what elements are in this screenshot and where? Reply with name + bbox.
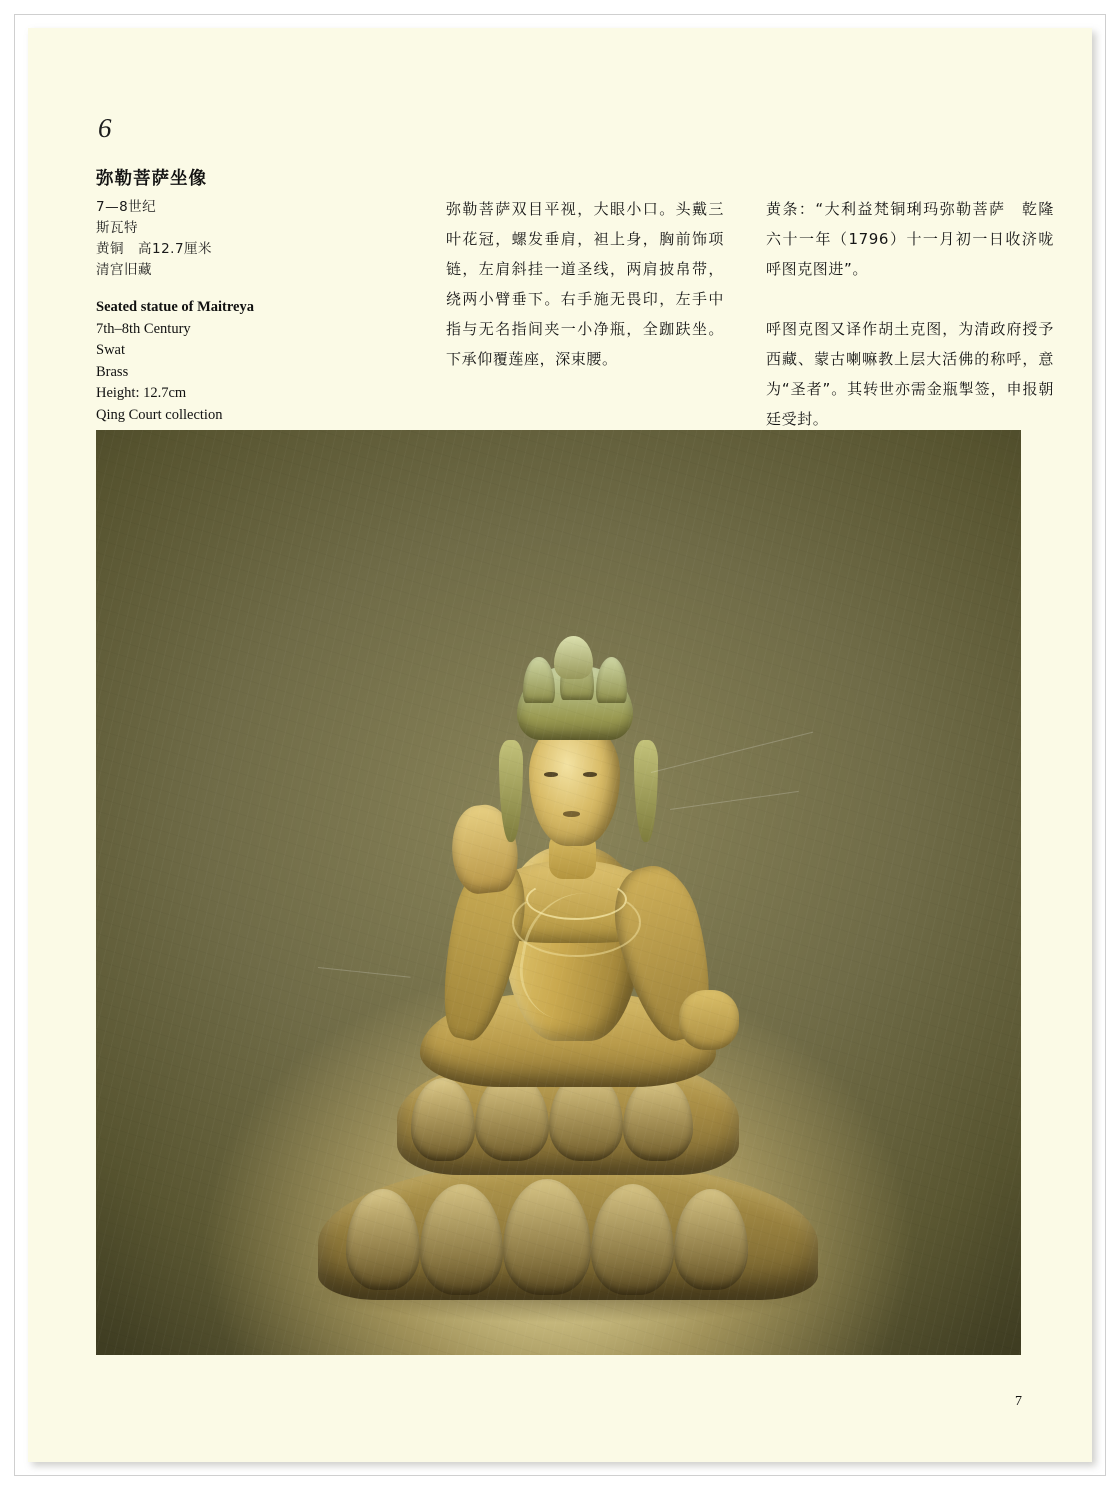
body-paragraph-description: 弥勒菩萨双目平视，大眼小口。头戴三叶花冠，螺发垂肩，袒上身，胸前饰项链，左肩斜挂一道圣线，两肩披帛带，绕两小臂垂下。右手施无畏印，左手中指与无名指间夹一小净瓶，全跏趺坐。下承仰覆莲座，深束腰。	[446, 200, 724, 368]
caption-cn-collection: 清宫旧藏	[96, 262, 152, 278]
body-paragraph-inscription: 黄条：“大利益梵铜琍玛弥勒菩萨 乾隆六十一年（1796）十一月初一日收济咙呼图克图进”。	[766, 200, 1054, 278]
caption-meta-cn	[96, 197, 356, 281]
body-paragraph-note: 呼图克图又译作胡土克图，为清政府授予西藏、蒙古喇嘛教上层大活佛的称呼，意为“圣者”。其转世亦需金瓶掣签，申报朝廷受封。	[766, 320, 1054, 428]
caption-cn-material: 黄铜 高12.7厘米	[96, 241, 213, 257]
plate-number: 6	[98, 113, 112, 143]
page-number: 7	[1015, 1394, 1022, 1409]
photo-grain-overlay	[96, 430, 1021, 1355]
caption-en-origin: Swat	[96, 342, 125, 358]
statue-photograph	[96, 430, 1021, 1355]
caption-en-collection: Qing Court collection	[96, 406, 223, 423]
body-column-middle	[446, 194, 724, 374]
body-column-right	[766, 194, 1054, 434]
caption-meta-en	[96, 297, 356, 426]
caption-title-cn: 弥勒菩萨坐像	[96, 169, 207, 189]
caption-en-height: Height: 12.7cm	[96, 385, 187, 401]
page-sheet	[28, 28, 1092, 1462]
caption-block	[96, 165, 356, 426]
caption-en-date: 7th–8th Century	[96, 320, 191, 337]
caption-cn-date: 7—8世纪	[96, 199, 157, 215]
caption-cn-origin: 斯瓦特	[96, 220, 138, 236]
caption-en-material: Brass	[96, 363, 129, 380]
caption-title-en: Seated statue of Maitreya	[96, 299, 254, 315]
